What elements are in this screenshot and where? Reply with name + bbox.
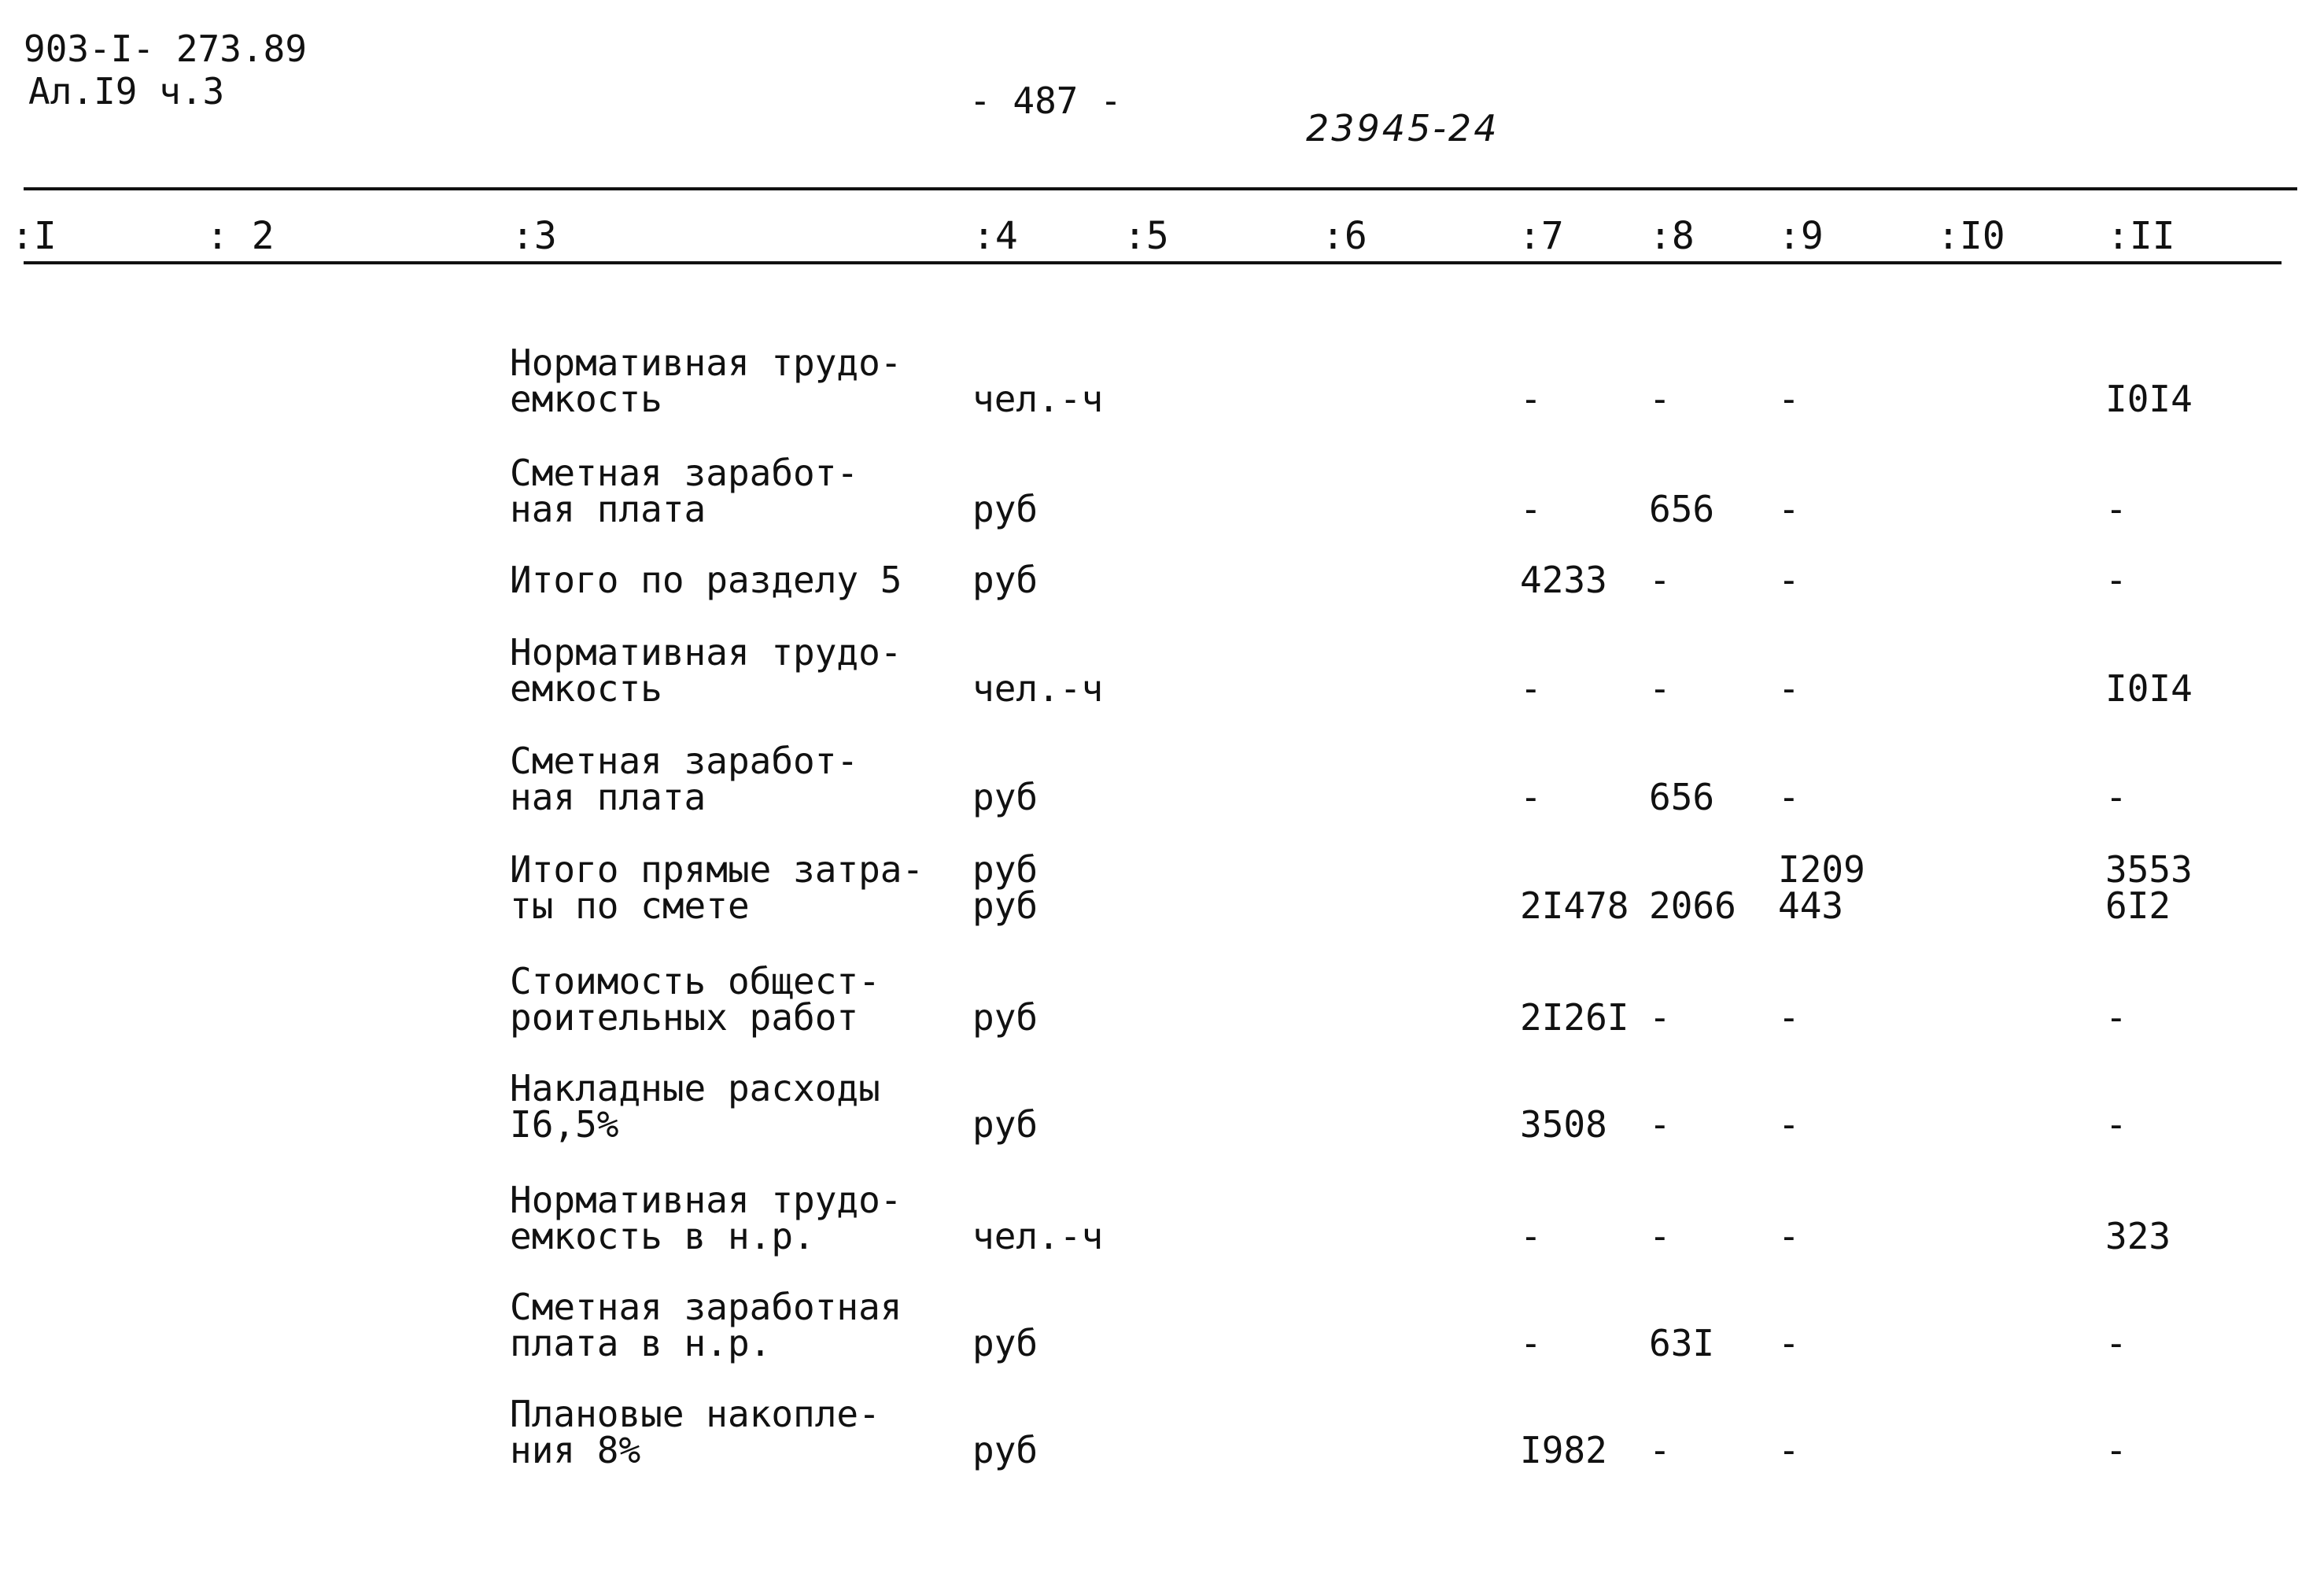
column-header-10: :I0: [1937, 214, 2005, 258]
column-header-8: :8: [1649, 214, 1695, 258]
column-header-rule: [24, 261, 2282, 264]
row-description-line: плата в н.р.: [510, 1322, 772, 1364]
document-part: Ал.I9 ч.3: [28, 70, 225, 113]
row-description-line: емкость: [510, 667, 662, 710]
row-col8-value: -: [1649, 1429, 1671, 1471]
column-header-6: :6: [1322, 214, 1367, 258]
row-description: [510, 1067, 880, 1146]
row-description-line: емкость: [510, 378, 662, 420]
row-col11-value: 323: [2105, 1215, 2171, 1257]
row-description: [510, 848, 924, 927]
row-col11-value: 6I2: [2105, 884, 2171, 927]
row-col8-value: -: [1649, 1103, 1671, 1146]
row-col11-value: I0I4: [2105, 378, 2193, 420]
row-col11-value: I0I4: [2105, 667, 2193, 710]
row-unit: руб: [972, 1322, 1038, 1364]
row-description: [510, 740, 859, 818]
row-col9-value: -: [1778, 559, 1800, 601]
column-header-5: :5: [1123, 214, 1169, 258]
row-unit: чел.-ч: [972, 667, 1104, 710]
row-description-line: ная плата: [510, 488, 706, 530]
row-description-line: Сметная заработная: [510, 1286, 902, 1328]
row-description-line: роительных работ: [510, 996, 859, 1039]
row-col9-value: -: [1778, 996, 1800, 1039]
row-description: [510, 1286, 902, 1364]
row-description-line: Сметная заработ-: [510, 740, 859, 782]
row-description: [510, 1393, 880, 1471]
row-description: [510, 559, 902, 601]
column-header-9: :9: [1778, 214, 1824, 258]
row-col8-value: 656: [1649, 776, 1715, 818]
row-unit: руб: [972, 848, 1038, 891]
row-col8-value: 656: [1649, 488, 1715, 530]
row-col8-value: 2066: [1649, 884, 1736, 927]
row-description-line: Накладные расходы: [510, 1067, 880, 1109]
column-header-3: :3: [511, 214, 557, 258]
row-unit: руб: [972, 776, 1038, 818]
row-col7-value: -: [1520, 1215, 1542, 1257]
row-col9-value: -: [1778, 378, 1800, 420]
row-col9-value: -: [1778, 667, 1800, 710]
column-header-4: :4: [972, 214, 1018, 258]
row-col8-value: 63I: [1649, 1322, 1715, 1364]
row-col9-value: -: [1778, 488, 1800, 530]
row-description-line: ния 8%: [510, 1429, 641, 1471]
row-col11-value: 3553: [2105, 848, 2193, 891]
row-description-line: I6,5%: [510, 1103, 619, 1146]
row-description-line: Итого по разделу 5: [510, 559, 902, 601]
row-col7-value: 2I26I: [1520, 996, 1629, 1039]
row-unit: руб: [972, 884, 1038, 927]
row-col9-value: -: [1778, 1103, 1800, 1146]
row-col11-value: -: [2105, 996, 2127, 1039]
row-description-line: Нормативная трудо-: [510, 631, 902, 674]
row-col7-value: -: [1520, 378, 1542, 420]
row-unit: чел.-ч: [972, 1215, 1104, 1257]
row-description-line: Нормативная трудо-: [510, 1179, 902, 1221]
row-col9-value: I209: [1778, 848, 1865, 891]
row-description-line: Сметная заработ-: [510, 452, 859, 494]
row-unit: чел.-ч: [972, 378, 1104, 420]
row-col9-value: -: [1778, 1322, 1800, 1364]
row-col9-value: -: [1778, 776, 1800, 818]
row-col7-value: 3508: [1520, 1103, 1607, 1146]
column-header-1: :I: [11, 214, 57, 258]
row-description: [510, 960, 880, 1039]
row-description: [510, 341, 902, 420]
row-col8-value: -: [1649, 559, 1671, 601]
column-header-2: : 2: [206, 214, 275, 258]
row-col7-value: -: [1520, 488, 1542, 530]
page-number: - 487 -: [969, 79, 1122, 122]
document-code: 903-I- 273.89: [24, 28, 308, 70]
row-col9-value: 443: [1778, 884, 1844, 927]
row-col11-value: -: [2105, 559, 2127, 601]
row-col11-value: -: [2105, 488, 2127, 530]
row-col7-value: -: [1520, 667, 1542, 710]
row-col11-value: -: [2105, 1429, 2127, 1471]
row-col11-value: -: [2105, 1103, 2127, 1146]
top-rule: [24, 187, 2297, 190]
column-header-11: :II: [2107, 214, 2175, 258]
row-unit: руб: [972, 559, 1038, 601]
row-col7-value: 4233: [1520, 559, 1607, 601]
column-header-7: :7: [1518, 214, 1564, 258]
row-description-line: ты по смете: [510, 884, 750, 927]
row-col7-value: -: [1520, 776, 1542, 818]
row-description-line: емкость в н.р.: [510, 1215, 815, 1257]
row-col8-value: -: [1649, 667, 1671, 710]
handwritten-number: 23945-24: [1306, 107, 1500, 150]
row-description-line: Стоимость общест-: [510, 960, 880, 1002]
row-col9-value: -: [1778, 1215, 1800, 1257]
row-description-line: Плановые накопле-: [510, 1393, 880, 1435]
row-description-line: Нормативная трудо-: [510, 341, 902, 384]
row-col7-value: 2I478: [1520, 884, 1629, 927]
row-unit: руб: [972, 1429, 1038, 1471]
row-col11-value: -: [2105, 776, 2127, 818]
row-unit: руб: [972, 1103, 1038, 1146]
row-col8-value: -: [1649, 378, 1671, 420]
row-unit: руб: [972, 488, 1038, 530]
row-col7-value: I982: [1520, 1429, 1607, 1471]
row-description: [510, 1179, 902, 1257]
row-description-line: Итого прямые затра-: [510, 848, 924, 891]
row-description: [510, 452, 859, 530]
row-col8-value: -: [1649, 996, 1671, 1039]
row-description-line: ная плата: [510, 776, 706, 818]
row-description: [510, 631, 902, 710]
row-col9-value: -: [1778, 1429, 1800, 1471]
row-col8-value: -: [1649, 1215, 1671, 1257]
row-col11-value: -: [2105, 1322, 2127, 1364]
row-col7-value: -: [1520, 1322, 1542, 1364]
row-unit: руб: [972, 996, 1038, 1039]
